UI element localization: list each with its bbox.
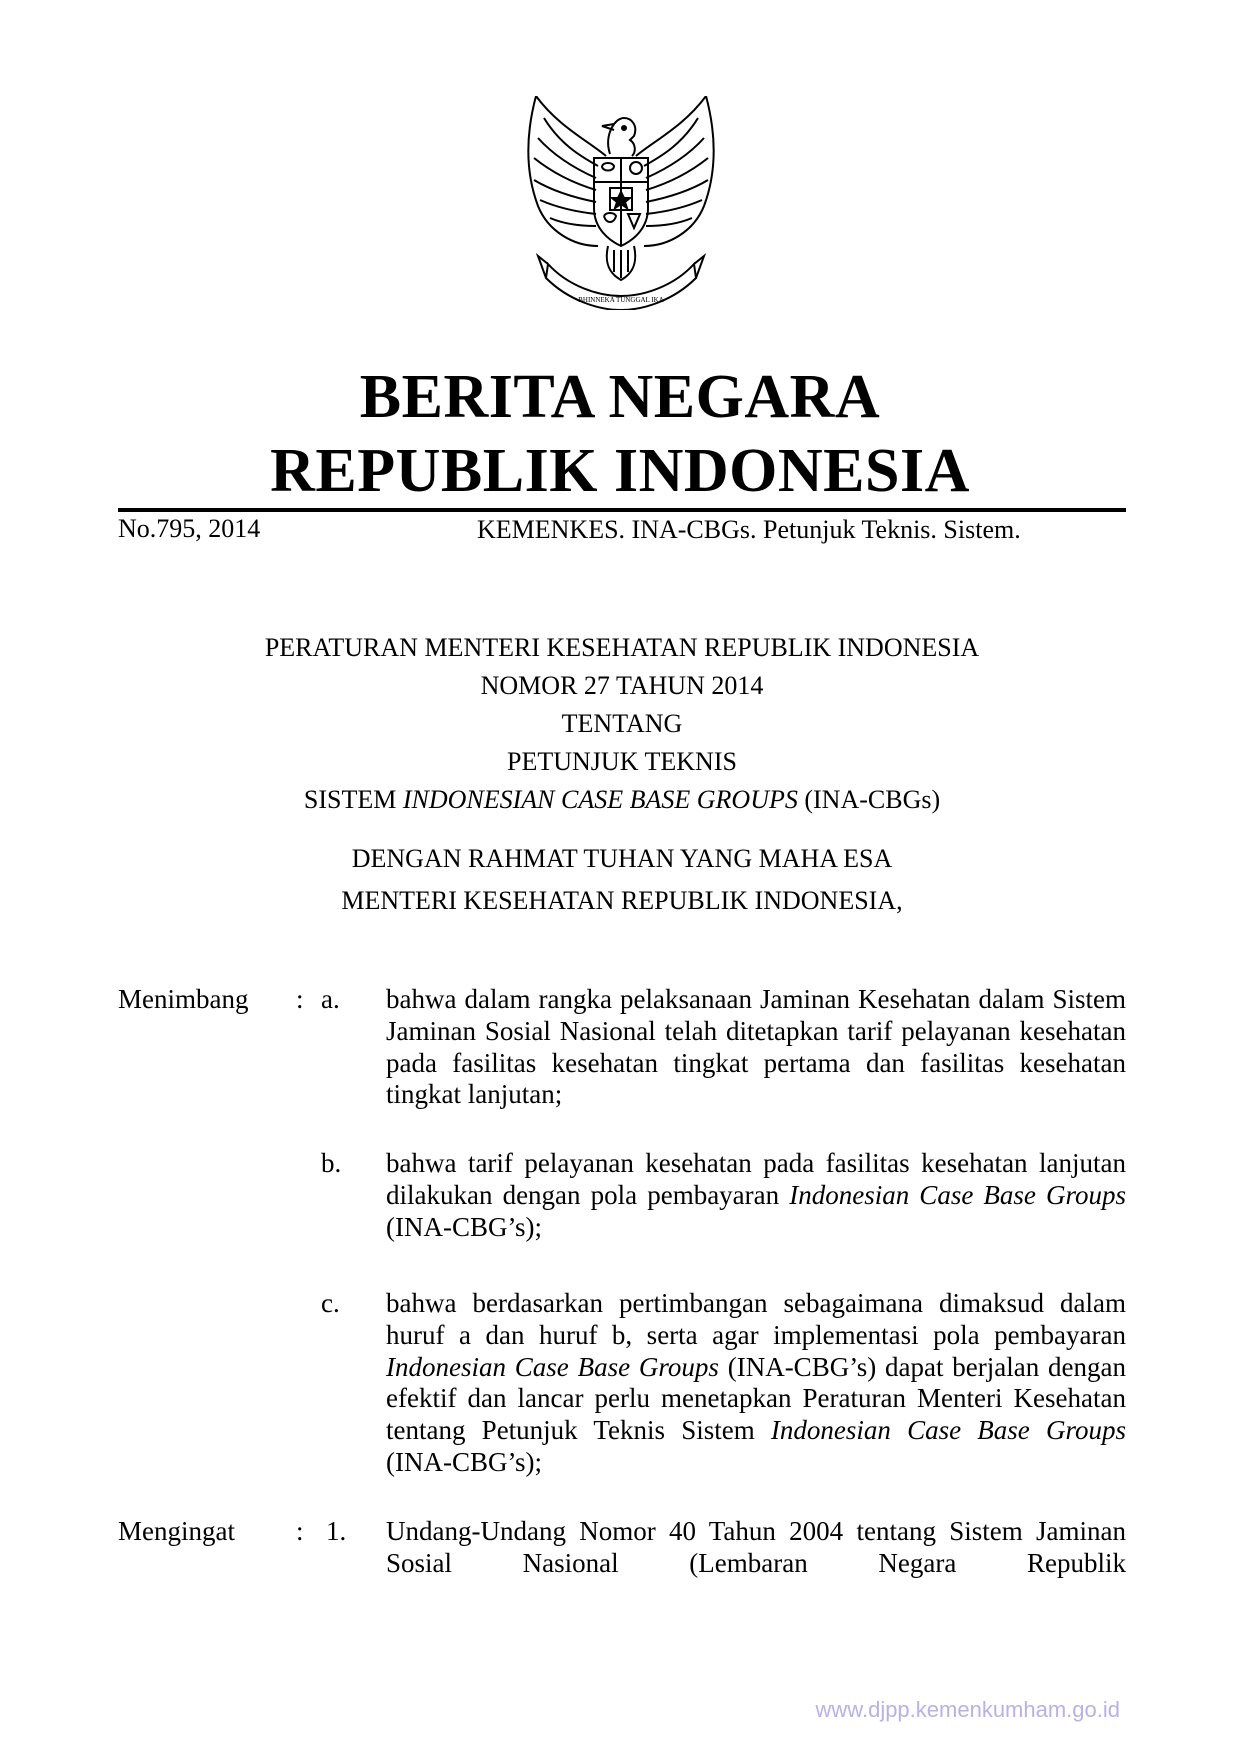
mengingat-colon: : [296,1516,304,1546]
menimbang-item-marker: c. [321,1288,340,1318]
subject-prefix: SISTEM [303,785,403,814]
regulation-subject-line1: PETUNJUK TEKNIS [507,747,737,776]
item-text-part: bahwa tarif pelayanan kesehatan pada fasilitas kesehatan lanjutan dilakukan dengan pola pembayaran [386,1148,1126,1210]
garuda-pancasila-emblem [518,96,724,310]
regulation-number: NOMOR 27 TAHUN 2014 [480,671,764,700]
item-text-part: (INA-CBG’s); [386,1211,542,1242]
subject-italic: INDONESIAN CASE BASE GROUPS [402,785,798,814]
item-text-part: (INA-CBG’s); [386,1446,542,1477]
gazette-number: No.795, 2014 [118,514,261,543]
item-text-part: Undang-Undang Nomor 40 Tahun 2004 tentang Sistem Jaminan Sosial Nasional (Lembaran Negara Republik [386,1516,1126,1578]
regulation-subject-line2 [118,785,1126,815]
masthead-line2: REPUBLIK INDONESIA [270,437,970,505]
opening-line1: DENGAN RAHMAT TUHAN YANG MAHA ESA [351,844,893,873]
menimbang-item-text [386,1288,1126,1479]
menimbang-colon: : [296,984,304,1014]
regulation-about: TENTANG [561,709,683,738]
mengingat-item-marker: 1. [326,1516,347,1546]
item-text-part: bahwa berdasarkan pertimbangan sebagaimana dimaksud dalam huruf a dan huruf b, serta agar implementasi pola pembayaran [386,1288,1126,1350]
watermark-url: www.djpp.kemenkumham.go.id [815,1697,1120,1722]
menimbang-item-marker: b. [321,1148,342,1178]
regulation-title-line1: PERATURAN MENTERI KESEHATAN REPUBLIK INDONESIA [264,633,980,662]
menimbang-label: Menimbang [118,984,249,1014]
masthead-divider [118,508,1126,512]
mengingat-label: Mengingat [118,1516,235,1546]
item-text-italic: Indonesian Case Base Groups [789,1179,1126,1210]
menimbang-item-marker: a. [321,984,340,1014]
item-text-part: (INA-CBG’s) dapat berjalan dengan efektif dan lancar perlu menetapkan Peraturan Menteri Kesehatan tentang Petunjuk Teknis Sistem [386,1351,1126,1446]
subject-suffix: (INA-CBGs) [797,785,941,814]
menimbang-item-text [386,1148,1126,1243]
menimbang-item-text: bahwa dalam rangka pelaksanaan Jaminan Kesehatan dalam Sistem Jaminan Sosial Nasional telah ditetapkan tarif pelayanan kesehatan pada fasilitas kesehatan tingkat pertama dan fasilitas kesehatan tingkat lanjutan; [386,984,1126,1110]
opening-line2: MENTERI KESEHATAN REPUBLIK INDONESIA, [341,886,903,915]
item-text-italic: Indonesian Case Base Groups [386,1351,719,1382]
masthead-line1: BERITA NEGARA [359,363,881,431]
gazette-description: KEMENKES. INA-CBGs. Petunjuk Teknis. Sistem. [477,515,1021,544]
emblem-motto: BHINNEKA TUNGGAL IKA [578,296,664,304]
item-text-italic: Indonesian Case Base Groups [770,1415,1126,1446]
mengingat-item-text [386,1516,1126,1580]
